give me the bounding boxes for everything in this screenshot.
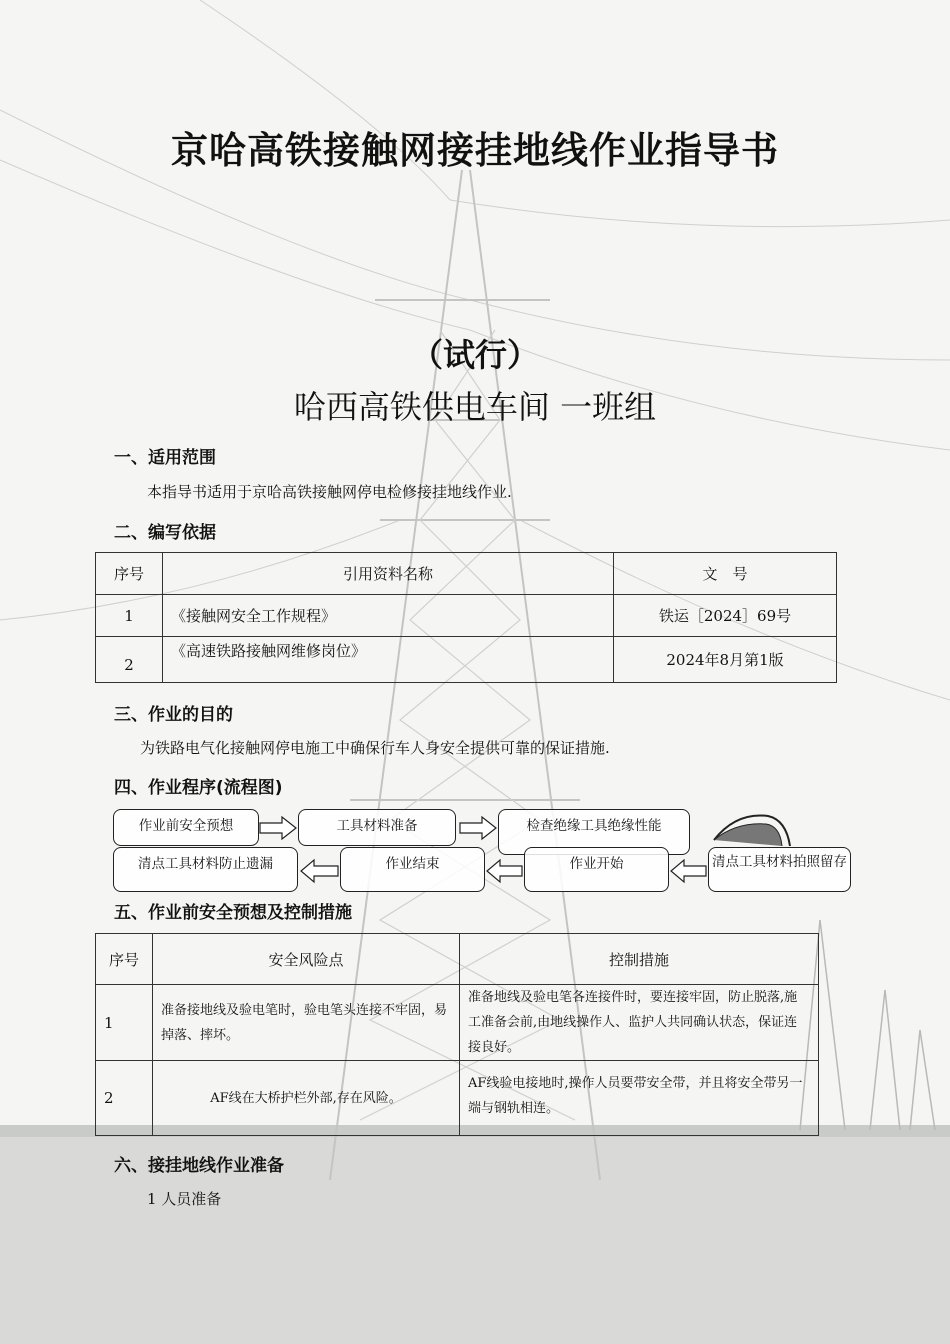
section-risk-heading: 五、作业前安全预想及控制措施 <box>114 903 352 923</box>
section-scope-text: 本指导书适用于京哈高铁接触网停电检修接挂地线作业. <box>147 483 512 501</box>
section-prep-text: 1 人员准备 <box>147 1190 222 1208</box>
left-arrow-icon <box>300 858 340 884</box>
table-cell: AF线验电接地时,操作人员要带安全带，并且将安全带另一端与钢轨相连。 <box>460 1061 819 1136</box>
header-cell: 文 号 <box>614 553 837 595</box>
risk-table <box>95 933 819 1136</box>
flow-step-work-start: 作业开始 <box>524 847 669 892</box>
section-flow-heading: 四、作业程序(流程图) <box>114 778 283 798</box>
header-cell: 控制措施 <box>460 934 819 985</box>
table-cell: 2 <box>96 1061 153 1136</box>
table-cell: 《高速铁路接触网维修岗位》 <box>163 637 614 683</box>
flow-step-photo-record: 清点工具材料拍照留存 <box>708 847 851 892</box>
section-purpose-heading: 三、作业的目的 <box>114 705 233 725</box>
basis-table-header <box>96 553 837 595</box>
issuing-unit: 哈西高铁供电车间 一班组 <box>293 388 657 426</box>
header-cell: 序号 <box>96 934 153 985</box>
flow-step-safety-prep: 作业前安全预想 <box>113 809 259 846</box>
table-cell: 2 <box>96 637 163 683</box>
flow-step-tool-prep: 工具材料准备 <box>298 809 456 846</box>
section-scope-heading: 一、适用范围 <box>114 448 216 468</box>
table-cell: 准备接地线及验电笔时，验电笔头连接不牢固，易掉落、摔坏。 <box>153 985 460 1061</box>
section-prep-heading: 六、接挂地线作业准备 <box>114 1156 284 1176</box>
basis-table <box>95 552 837 683</box>
table-cell: 1 <box>96 595 163 637</box>
header-cell: 安全风险点 <box>153 934 460 985</box>
document-title: 京哈高铁接触网接挂地线作业指导书 <box>171 129 779 172</box>
left-arrow-icon <box>670 858 708 884</box>
trial-label: （试行） <box>410 336 539 374</box>
table-cell: 2024年8月第1版 <box>614 637 837 683</box>
right-arrow-icon <box>458 815 498 841</box>
section-purpose-text: 为铁路电气化接触网停电施工中确保行车人身安全提供可靠的保证措施. <box>140 739 610 757</box>
table-cell: 1 <box>96 985 153 1061</box>
flow-step-work-end: 作业结束 <box>340 847 485 892</box>
table-row <box>96 637 837 683</box>
curved-arrow-icon <box>708 808 798 850</box>
section-basis-heading: 二、编写依据 <box>114 523 216 543</box>
table-cell: 准备地线及验电笔各连接件时，要连接牢固，防止脱落,施工准备会前,由地线操作人、监护人共同确认状态，保证连接良好。 <box>460 985 819 1061</box>
flow-step-tool-count: 清点工具材料防止遗漏 <box>113 847 298 892</box>
left-arrow-icon <box>486 858 524 884</box>
header-cell: 序号 <box>96 553 163 595</box>
right-arrow-icon <box>258 815 298 841</box>
risk-table-header <box>96 934 819 985</box>
table-cell: AF线在大桥护栏外部,存在风险。 <box>153 1061 460 1136</box>
table-cell: 铁运［2024］69号 <box>614 595 837 637</box>
table-cell: 《接触网安全工作规程》 <box>163 595 614 637</box>
header-cell: 引用资料名称 <box>163 553 614 595</box>
table-row <box>96 985 819 1061</box>
table-row <box>96 1061 819 1136</box>
flow-step-insulation-check: 检查绝缘工具绝缘性能 <box>498 809 690 855</box>
table-row <box>96 595 837 637</box>
